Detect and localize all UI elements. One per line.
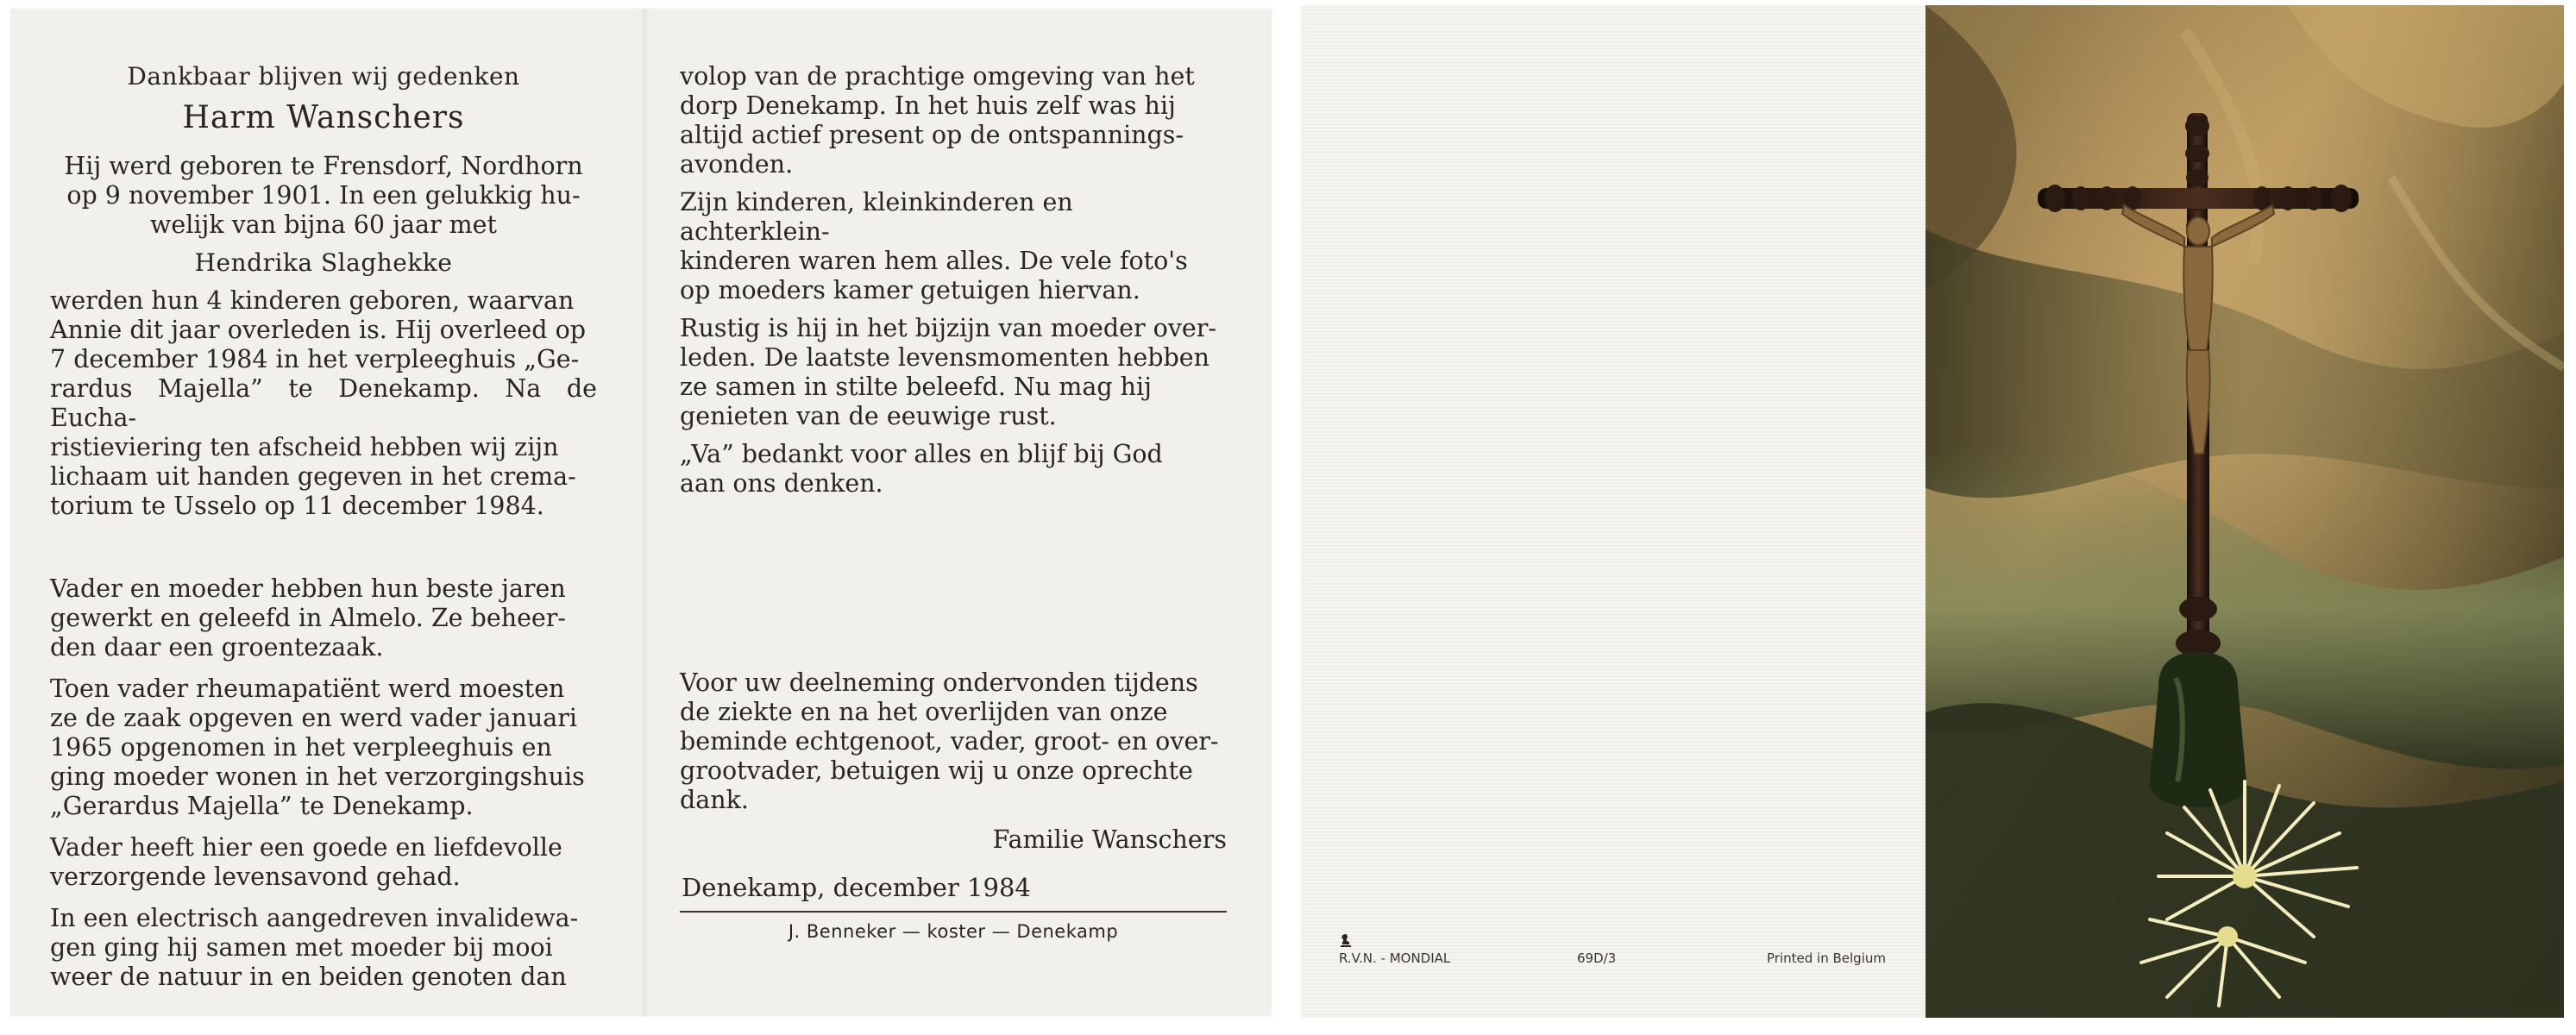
blank-back-panel <box>1301 5 1926 1018</box>
text-line: avonden. <box>680 150 794 179</box>
text-line: Vader heeft hier een goede en liefdevolle <box>50 833 562 862</box>
text-line: altijd actief present op de ontspannings- <box>680 121 1184 149</box>
right-text-column <box>680 62 1227 499</box>
text-line: Zijn kinderen, kleinkinderen en achterklein- <box>680 188 1073 246</box>
text-line: ging moeder wonen in het verzorgingshuis <box>50 762 585 791</box>
text-line: ristieviering ten afscheid hebben wij zijn <box>50 433 559 461</box>
text-line: lichaam uit handen gegeven in het crema- <box>50 462 576 491</box>
text-line: Voor uw deelneming ondervonden tijdens <box>680 668 1198 697</box>
outer-card-sheet <box>1301 5 2564 1018</box>
crucifix-with-chrysanthemums-icon <box>1926 5 2564 1018</box>
left-text-column <box>50 62 597 992</box>
opening-line: Dankbaar blijven wij gedenken <box>127 62 520 91</box>
inner-card-sheet <box>10 9 1272 1016</box>
text-line: Vader en moeder hebben hun beste jaren <box>50 574 566 603</box>
paragraph-denekamp <box>680 62 1227 179</box>
card-fold-line <box>640 9 649 1016</box>
text-line: Hij werd geboren te Frensdorf, Nordhorn <box>64 152 583 180</box>
text-line: ze samen in stilte beleefd. Nu mag hij <box>680 373 1152 401</box>
text-line: dorp Denekamp. In het huis zelf was hij <box>680 91 1176 120</box>
text-line: 7 december 1984 in het verpleeghuis „Ge- <box>50 345 580 373</box>
text-line: de ziekte en na het overlijden van onze <box>680 698 1168 726</box>
printer-credit: J. Benneker — koster — Denekamp <box>788 921 1119 942</box>
paragraph-farewell <box>680 440 1227 499</box>
spouse-name: Hendrika Slaghekke <box>194 248 453 277</box>
thanks-paragraph <box>680 668 1227 855</box>
text-line: „Gerardus Majella” te Denekamp. <box>50 792 474 820</box>
text-line: rardus Majella” te Denekamp. Na de Eucha- <box>50 374 597 432</box>
text-line: op moeders kamer getuigen hiervan. <box>680 276 1140 304</box>
publisher-name: R.V.N. - MONDIAL <box>1339 950 1451 966</box>
text-line: Rustig is hij in het bijzijn van moeder over- <box>680 314 1217 342</box>
text-line: Annie dit jaar overleden is. Hij overleed op <box>50 316 586 344</box>
text-line: ze de zaak opgeven en werd vader januari <box>50 704 577 732</box>
printed-in: Printed in Belgium <box>1767 950 1886 966</box>
printer-divider <box>680 911 1227 913</box>
text-line: „Va” bedankt voor alles en blijf bij God <box>680 440 1163 468</box>
text-line: den daar een groentezaak. <box>50 633 384 662</box>
text-line: volop van de prachtige omgeving van het <box>680 62 1195 91</box>
text-line: torium te Usselo op 11 december 1984. <box>50 492 544 520</box>
text-line: genieten van de eeuwige rust. <box>680 402 1057 430</box>
birth-paragraph <box>50 152 597 240</box>
rvn-logo-icon <box>1339 933 1353 952</box>
paragraph-children-death <box>50 286 597 521</box>
text-line: 1965 opgenomen in het verpleeghuis en <box>50 733 552 762</box>
text-line: verzorgende levensavond gehad. <box>50 862 461 891</box>
text-line: dank. <box>680 786 749 814</box>
family-signature: Familie Wanschers <box>992 825 1227 854</box>
paragraph-wheelchair <box>50 904 597 992</box>
text-line: In een electrisch aangedreven invalidewa- <box>50 904 579 932</box>
text-line: grootvader, betuigen wij u onze oprechte <box>680 756 1193 785</box>
place-date: Denekamp, december 1984 <box>682 873 1031 902</box>
paragraph-nursing-home <box>50 674 597 821</box>
paragraph-rest <box>680 314 1227 431</box>
text-line: beminde echtgenoot, vader, groot- en over- <box>680 727 1219 756</box>
text-line: welijk van bijna 60 jaar met <box>150 210 497 239</box>
text-line: leden. De laatste levensmomenten hebben <box>680 343 1209 372</box>
paragraph-evening <box>50 833 597 892</box>
paragraph-almelo <box>50 574 597 662</box>
text-line: op 9 november 1901. In een gelukkig hu- <box>66 181 581 210</box>
publisher-code: 69D/3 <box>1577 950 1617 966</box>
text-line: gewerkt en geleefd in Almelo. Ze beheer- <box>50 604 567 632</box>
paragraph-family <box>680 188 1227 305</box>
text-line: aan ons denken. <box>680 469 883 498</box>
text-line: Toen vader rheumapatiënt werd moesten <box>50 674 565 703</box>
text-line: kinderen waren hem alles. De vele foto's <box>680 247 1188 275</box>
text-line: werden hun 4 kinderen geboren, waarvan <box>50 286 575 315</box>
text-line: gen ging hij samen met moeder bij mooi <box>50 933 553 962</box>
text-line: weer de natuur in en beiden genoten dan <box>50 963 567 991</box>
deceased-name: Harm Wanschers <box>182 100 465 135</box>
